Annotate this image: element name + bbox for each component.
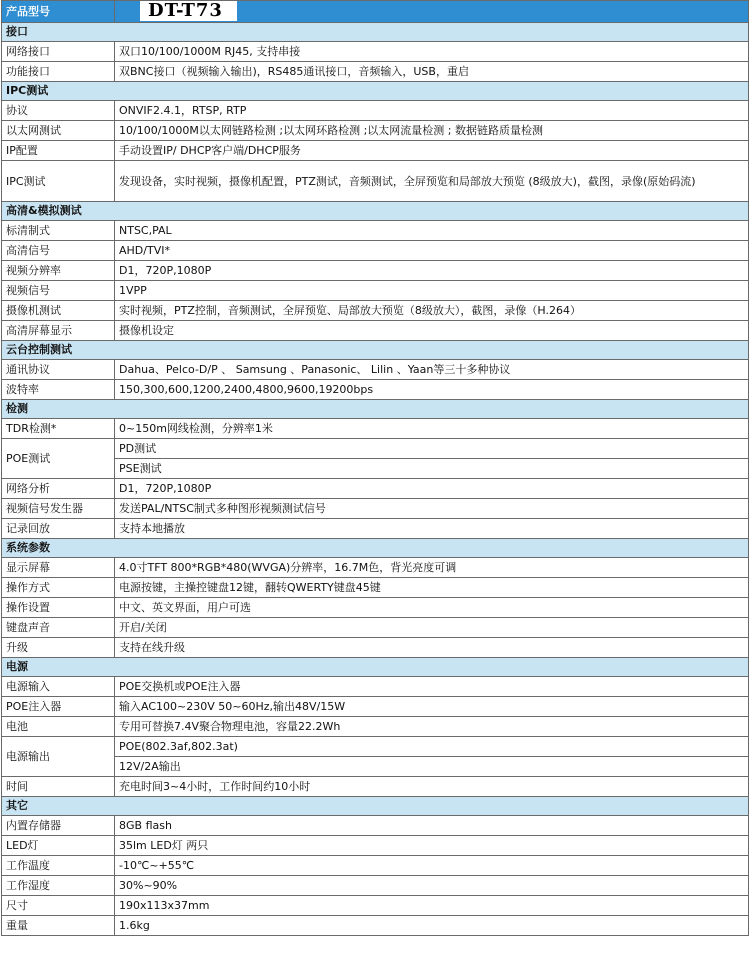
spec-value: 12V/2A输出: [115, 757, 749, 777]
spec-label: 网络接口: [2, 42, 115, 62]
spec-label: 视频信号: [2, 281, 115, 301]
spec-label: 高清屏幕显示: [2, 321, 115, 341]
spec-label: POE注入器: [2, 697, 115, 717]
spec-value: 双BNC接口（视频输入输出)，RS485通讯接口，音频输入，USB，重启: [115, 62, 749, 82]
spec-row: [2, 439, 749, 459]
spec-row: [2, 618, 749, 638]
spec-row: [2, 419, 749, 439]
spec-row: [2, 241, 749, 261]
spec-value: D1，720P,1080P: [115, 479, 749, 499]
spec-label: 操作方式: [2, 578, 115, 598]
model-header-row: [2, 1, 749, 23]
model-number: DT-T73: [140, 1, 237, 21]
spec-value: 实时视频，PTZ控制，音频测试，全屏预览、局部放大预览（8级放大），截图，录像（H.264）: [115, 301, 749, 321]
model-cell: [115, 1, 749, 23]
spec-row: [2, 737, 749, 757]
spec-row: [2, 519, 749, 539]
spec-value: 0~150m网线检测，分辨率1米: [115, 419, 749, 439]
section-header-hd: 高清&模拟测试: [2, 202, 749, 221]
spec-row: [2, 558, 749, 578]
spec-row: [2, 121, 749, 141]
spec-label: 记录回放: [2, 519, 115, 539]
section-header-other: 其它: [2, 797, 749, 816]
spec-label: 波特率: [2, 380, 115, 400]
spec-label: 视频分辨率: [2, 261, 115, 281]
spec-value: D1，720P,1080P: [115, 261, 749, 281]
spec-row: [2, 161, 749, 202]
spec-value: Dahua、Pelco-D/P 、 Samsung 、Panasonic、 Lilin 、Yaan等三十多种协议: [115, 360, 749, 380]
spec-label: 摄像机测试: [2, 301, 115, 321]
spec-label: 工作温度: [2, 856, 115, 876]
spec-label: 操作设置: [2, 598, 115, 618]
spec-value: 支持本地播放: [115, 519, 749, 539]
section-header-power: 电源: [2, 658, 749, 677]
spec-row: [2, 578, 749, 598]
spec-label: IPC测试: [2, 161, 115, 202]
spec-row: [2, 479, 749, 499]
section-header-ipc: IPC测试: [2, 82, 749, 101]
spec-row: [2, 499, 749, 519]
spec-row: [2, 677, 749, 697]
spec-row: [2, 638, 749, 658]
spec-row: [2, 876, 749, 896]
spec-value: 发送PAL/NTSC制式多种图形视频测试信号: [115, 499, 749, 519]
spec-row: [2, 62, 749, 82]
spec-row: [2, 301, 749, 321]
spec-row: [2, 281, 749, 301]
spec-label: 电源输出: [2, 737, 115, 777]
spec-value: 150,300,600,1200,2400,4800,9600,19200bps: [115, 380, 749, 400]
spec-row: [2, 360, 749, 380]
spec-label: 键盘声音: [2, 618, 115, 638]
spec-label: IP配置: [2, 141, 115, 161]
spec-value: 4.0寸TFT 800*RGB*480(WVGA)分辨率，16.7M色，背光亮度可调: [115, 558, 749, 578]
spec-label: 内置存储器: [2, 816, 115, 836]
spec-label: LED灯: [2, 836, 115, 856]
model-label: 产品型号: [2, 1, 115, 23]
spec-row: [2, 221, 749, 241]
spec-value: 手动设置IP/ DHCP客户端/DHCP服务: [115, 141, 749, 161]
spec-label: 视频信号发生器: [2, 499, 115, 519]
spec-row: [2, 836, 749, 856]
spec-label: 高清信号: [2, 241, 115, 261]
spec-value: 30%~90%: [115, 876, 749, 896]
spec-value: 190x113x37mm: [115, 896, 749, 916]
spec-value: 35lm LED灯 两只: [115, 836, 749, 856]
spec-value: 1VPP: [115, 281, 749, 301]
spec-value: 输入AC100~230V 50~60Hz,输出48V/15W: [115, 697, 749, 717]
spec-value: 双口10/100/1000M RJ45, 支持串接: [115, 42, 749, 62]
spec-label: POE测试: [2, 439, 115, 479]
spec-row: [2, 141, 749, 161]
spec-label: 升级: [2, 638, 115, 658]
spec-value: ONVIF2.4.1，RTSP, RTP: [115, 101, 749, 121]
spec-row: [2, 856, 749, 876]
spec-label: 通讯协议: [2, 360, 115, 380]
spec-value: 摄像机设定: [115, 321, 749, 341]
spec-row: [2, 757, 749, 777]
spec-row: [2, 697, 749, 717]
spec-value: -10℃~+55℃: [115, 856, 749, 876]
spec-label: 工作湿度: [2, 876, 115, 896]
spec-value: PD测试: [115, 439, 749, 459]
spec-label: TDR检测*: [2, 419, 115, 439]
spec-label: 重量: [2, 916, 115, 936]
spec-value: AHD/TVI*: [115, 241, 749, 261]
spec-value: 开启/关闭: [115, 618, 749, 638]
spec-row: [2, 717, 749, 737]
spec-row: [2, 598, 749, 618]
spec-row: [2, 380, 749, 400]
spec-value: 电源按键，主操控键盘12键，翻转QWERTY键盘45键: [115, 578, 749, 598]
spec-row: [2, 261, 749, 281]
spec-row: [2, 777, 749, 797]
spec-label: 显示屏幕: [2, 558, 115, 578]
spec-value: PSE测试: [115, 459, 749, 479]
spec-row: [2, 321, 749, 341]
spec-value: 发现设备，实时视频，摄像机配置，PTZ测试，音频测试，全屏预览和局部放大预览 (8级放大)，截图，录像(原始码流): [115, 161, 749, 202]
spec-label: 尺寸: [2, 896, 115, 916]
spec-value: POE交换机或POE注入器: [115, 677, 749, 697]
spec-row: [2, 916, 749, 936]
spec-label: 功能接口: [2, 62, 115, 82]
spec-value: 1.6kg: [115, 916, 749, 936]
spec-value: 充电时间3~4小时，工作时间约10小时: [115, 777, 749, 797]
spec-value: 8GB flash: [115, 816, 749, 836]
spec-row: [2, 896, 749, 916]
spec-label: 标清制式: [2, 221, 115, 241]
section-header-interface: 接口: [2, 23, 749, 42]
spec-value: 专用可替换7.4V聚合物理电池，容量22.2Wh: [115, 717, 749, 737]
spec-row: [2, 42, 749, 62]
spec-label: 时间: [2, 777, 115, 797]
spec-table: [1, 0, 749, 936]
spec-value: 支持在线升级: [115, 638, 749, 658]
spec-value: POE(802.3af,802.3at): [115, 737, 749, 757]
section-header-system: 系统参数: [2, 539, 749, 558]
spec-value: 10/100/1000M以太网链路检测 ;以太网环路检测 ;以太网流量检测 ; 数据链路质量检测: [115, 121, 749, 141]
spec-value: NTSC,PAL: [115, 221, 749, 241]
spec-label: 以太网测试: [2, 121, 115, 141]
spec-label: 电池: [2, 717, 115, 737]
spec-label: 电源输入: [2, 677, 115, 697]
section-header-detect: 检测: [2, 400, 749, 419]
section-header-ptz: 云台控制测试: [2, 341, 749, 360]
spec-row: [2, 101, 749, 121]
spec-row: [2, 459, 749, 479]
spec-label: 网络分析: [2, 479, 115, 499]
spec-value: 中文、英文界面，用户可选: [115, 598, 749, 618]
spec-row: [2, 816, 749, 836]
spec-label: 协议: [2, 101, 115, 121]
